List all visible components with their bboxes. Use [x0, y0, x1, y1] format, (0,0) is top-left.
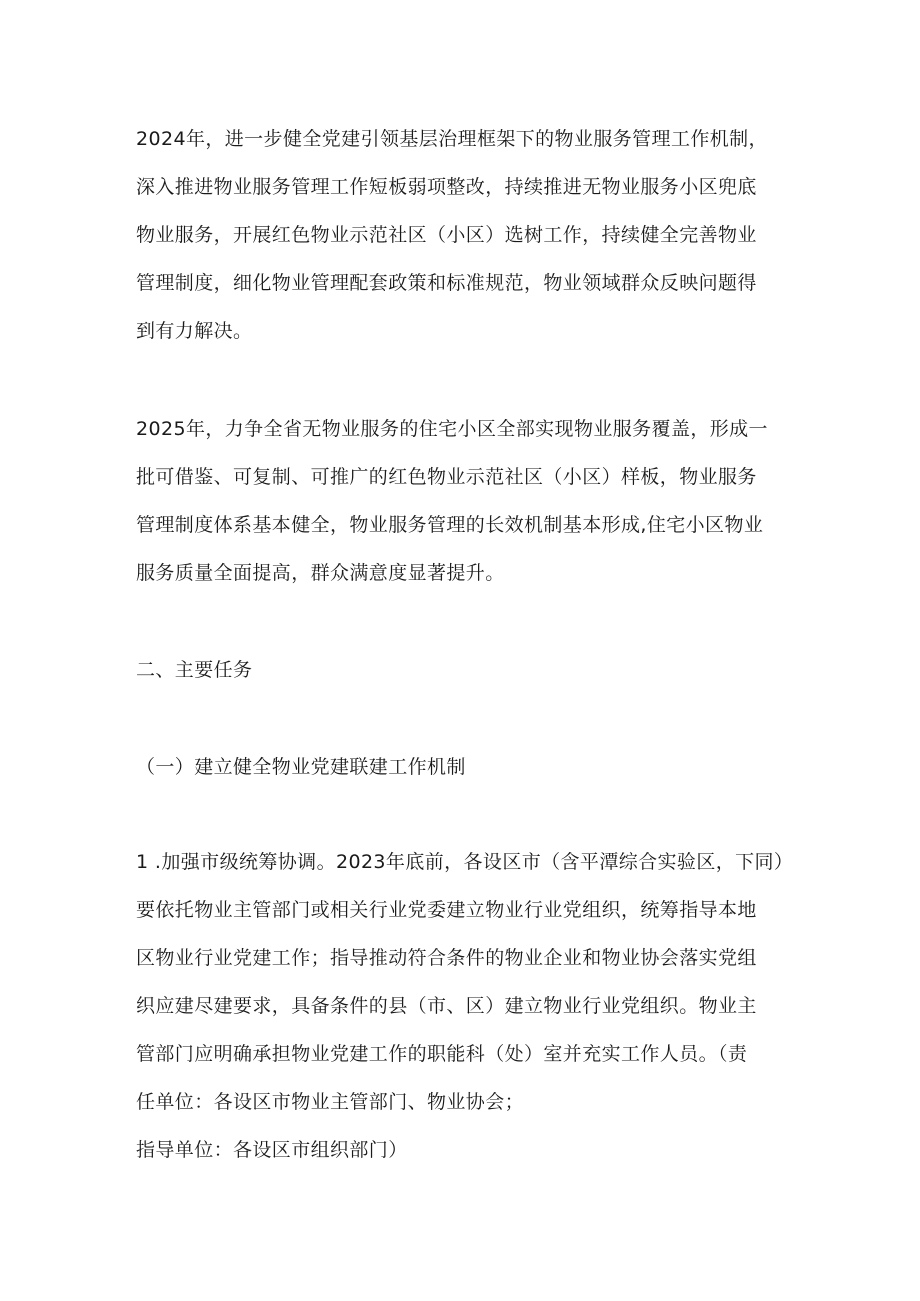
subsection-heading-text: （一）建立健全物业党建联建工作机制	[136, 756, 466, 778]
paragraph-2024-goals	[136, 115, 792, 355]
text-line: 管理制度，细化物业管理配套政策和标准规范，物业领域群众反映问题得	[136, 272, 757, 294]
text-line: 要依托物业主管部门或相关行业党委建立物业行业党组织，统筹指导本地	[136, 899, 757, 921]
text-line: 批可借鉴、可复制、可推广的红色物业示范社区（小区）样板，物业服务	[136, 466, 757, 488]
section-heading	[136, 646, 792, 694]
paragraph-guidance-unit	[136, 1126, 792, 1174]
paragraph-2025-goals	[136, 405, 792, 597]
text-line: 到有力解决。	[136, 320, 253, 342]
text-line: 深入推进物业服务管理工作短板弱项整改，持续推进无物业服务小区兜底	[136, 176, 757, 198]
text-line: 2025年，力争全省无物业服务的住宅小区全部实现物业服务覆盖，形成一	[136, 418, 768, 440]
text-line: 织应建尽建要求，具备条件的县（市、区）建立物业行业党组织。物业主	[136, 995, 757, 1017]
text-line: 指导单位：各设区市组织部门）	[136, 1139, 408, 1161]
text-line: 2024年，进一步健全党建引领基层治理框架下的物业服务管理工作机制，	[136, 128, 768, 150]
paragraph-task-1	[136, 838, 792, 1126]
text-line: 1 .加强市级统筹协调。2023年底前，各设区市（含平潭综合实验区，下同）	[136, 851, 794, 873]
text-line: 区物业行业党建工作；指导推动符合条件的物业企业和物业协会落实党组	[136, 947, 757, 969]
text-line: 任单位：各设区市物业主管部门、物业协会；	[136, 1091, 525, 1113]
subsection-heading	[136, 743, 792, 791]
text-line: 管部门应明确承担物业党建工作的职能科（处）室并充实工作人员。（责	[136, 1043, 748, 1065]
text-line: 物业服务，开展红色物业示范社区（小区）选树工作，持续健全完善物业	[136, 224, 757, 246]
text-line: 管理制度体系基本健全，物业服务管理的长效机制基本形成,住宅小区物业	[136, 514, 764, 536]
text-line: 服务质量全面提高，群众满意度显著提升。	[136, 562, 505, 584]
section-heading-text: 二、主要任务	[136, 659, 253, 681]
